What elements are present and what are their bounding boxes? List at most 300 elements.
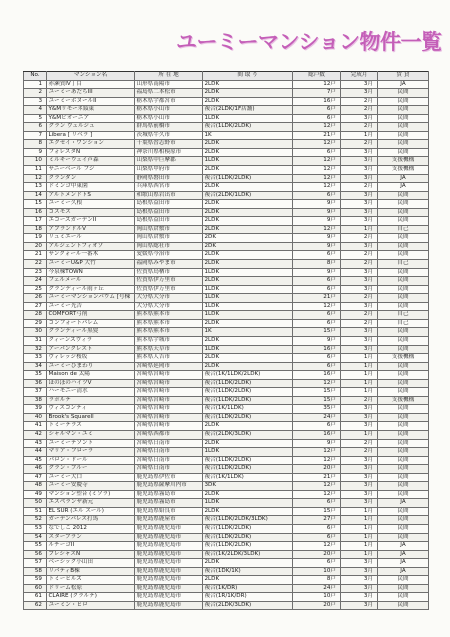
table-row [24, 482, 429, 491]
floor-plan: 複合(1LDK/2LDK) [203, 542, 293, 551]
table-row [24, 371, 429, 380]
floor-plan: 2LDK [203, 354, 293, 363]
table-row [24, 550, 429, 559]
unit-count: 6戸 [293, 106, 341, 115]
lender-type: 支援機構 [378, 396, 429, 405]
unit-count: 12戸 [293, 490, 341, 499]
completion-month: 2月 [341, 234, 378, 243]
property-name: ユーミー久根 [47, 200, 135, 209]
table-row [24, 542, 429, 551]
floor-plan: 複合(1LDK/2LDK) [203, 396, 293, 405]
row-no: 30 [24, 328, 47, 337]
table-row [24, 354, 429, 363]
location: 熊本県宇城市 [135, 336, 203, 345]
row-no: 11 [24, 166, 47, 175]
location: 佐賀県伊万里市 [135, 277, 203, 286]
table-row [24, 490, 429, 499]
floor-plan: 複合(2LDK/1LDK) [203, 191, 293, 200]
lender-type: 民間 [378, 601, 429, 610]
unit-count: 12戸 [293, 123, 341, 132]
location: 鹿児島県鹿児島市 [135, 584, 203, 593]
property-name: ハーモニー清水 [47, 388, 135, 397]
location: 鹿児島県薩摩川内市 [135, 482, 203, 491]
lender-type: 民間 [378, 422, 429, 431]
property-name: サンクォール一番木 [47, 251, 135, 260]
row-no: 57 [24, 559, 47, 568]
location: 栃木県小山市 [135, 106, 203, 115]
lender-type: 民間 [378, 97, 429, 106]
property-name: シャルマン・ユミ [47, 430, 135, 439]
table-row [24, 499, 429, 508]
unit-count: 9戸 [293, 208, 341, 217]
lender-type: 民間 [378, 285, 429, 294]
lender-type: 民間 [378, 114, 429, 123]
completion-month: 3月 [341, 482, 378, 491]
floor-plan: 1LDK [203, 157, 293, 166]
row-no: 53 [24, 524, 47, 533]
location: 宮崎県宮崎市 [135, 396, 203, 405]
unit-count: 6戸 [293, 362, 341, 371]
table-row [24, 516, 429, 525]
completion-month: 3月 [341, 166, 378, 175]
row-no: 60 [24, 584, 47, 593]
property-name: フェルメール [47, 277, 135, 286]
property-name: アプランドルV [47, 225, 135, 234]
floor-plan: 複合(1K/2LDK/3LDK) [203, 550, 293, 559]
lender-type: 民間 [378, 507, 429, 516]
location: 島根県益田市 [135, 217, 203, 226]
completion-month: 3月 [341, 285, 378, 294]
completion-month: 3月 [341, 148, 378, 157]
unit-count: 6戸 [293, 191, 341, 200]
table-row [24, 277, 429, 286]
property-name: ユーミン・ヒロ [47, 601, 135, 610]
lender-type: 民間 [378, 413, 429, 422]
floor-plan: 2DK [203, 234, 293, 243]
lender-type: JA [378, 567, 429, 576]
completion-month: 3月 [341, 191, 378, 200]
location: 熊本県熊本市 [135, 319, 203, 328]
completion-month: 2月 [341, 183, 378, 192]
completion-month: 2月 [341, 439, 378, 448]
unit-count: 15戸 [293, 328, 341, 337]
table-row [24, 183, 429, 192]
location: 岡山県倉敷市 [135, 234, 203, 243]
completion-month: 3月 [341, 268, 378, 277]
completion-month: 2月 [341, 260, 378, 269]
lender-type: 民間 [378, 439, 429, 448]
lender-type: 民間 [378, 336, 429, 345]
row-no: 40 [24, 413, 47, 422]
floor-plan: 複合(2LDK/3LDK) [203, 601, 293, 610]
floor-plan: 複合(1LDK/2LDK) [203, 524, 293, 533]
unit-count: 6戸 [293, 285, 341, 294]
lender-type: 民間 [378, 379, 429, 388]
property-name: ヴィスコンティ [47, 405, 135, 414]
completion-month: 2月 [341, 123, 378, 132]
row-no: 44 [24, 448, 47, 457]
row-no: 18 [24, 225, 47, 234]
unit-count: 20戸 [293, 465, 341, 474]
completion-month: 1月 [341, 354, 378, 363]
table-row [24, 601, 429, 610]
unit-count: 12戸 [293, 482, 341, 491]
table-row [24, 200, 429, 209]
lender-type: 民間 [378, 234, 429, 243]
table-row [24, 166, 429, 175]
lender-type: 民間 [378, 345, 429, 354]
lender-type: 民間 [378, 294, 429, 303]
lender-type: JA [378, 542, 429, 551]
col-header-units: 総戸数 [293, 72, 341, 81]
col-header-layout: 間 取 り [203, 72, 293, 81]
location: 大分県大分市 [135, 302, 203, 311]
completion-month: 3月 [341, 208, 378, 217]
row-no: 32 [24, 345, 47, 354]
row-no: 56 [24, 550, 47, 559]
completion-month: 3月 [341, 157, 378, 166]
lender-type: 民間 [378, 148, 429, 157]
unit-count: 8戸 [293, 576, 341, 585]
property-table [23, 71, 429, 610]
location: 山梨県中巨摩郡 [135, 157, 203, 166]
lender-type: JA [378, 499, 429, 508]
floor-plan: 2LDK [203, 225, 293, 234]
unit-count: 6戸 [293, 148, 341, 157]
table-row [24, 157, 429, 166]
property-name: ルチーゴII [47, 542, 135, 551]
row-no: 35 [24, 371, 47, 380]
floor-plan: 複合(1LDK/2LDK) [203, 465, 293, 474]
location: 群馬県前橋市 [135, 123, 203, 132]
floor-plan: 複合(1K/1LDK) [203, 473, 293, 482]
row-no: 29 [24, 319, 47, 328]
lender-type: 民間 [378, 490, 429, 499]
property-name: ヴィレッジ桜坂 [47, 354, 135, 363]
property-name: ラポルテ [47, 396, 135, 405]
property-name: CLAIRE (クラルテ) [47, 593, 135, 602]
completion-month: 1月 [341, 362, 378, 371]
unit-count: 16戸 [293, 345, 341, 354]
table-row [24, 319, 429, 328]
property-name: エクセイ・ワンション [47, 140, 135, 149]
table-row [24, 422, 429, 431]
completion-month: 2月 [341, 396, 378, 405]
unit-count: 35戸 [293, 405, 341, 414]
lender-type: 民間 [378, 371, 429, 380]
row-no: 1 [24, 80, 47, 89]
lender-type: 民間 [378, 388, 429, 397]
unit-count: 9戸 [293, 217, 341, 226]
row-no: 25 [24, 285, 47, 294]
unit-count: 12戸 [293, 448, 341, 457]
property-name: アルトメンドトS [47, 191, 135, 200]
property-name: ほのぼのハイツV [47, 379, 135, 388]
lender-type: 民間 [378, 217, 429, 226]
floor-plan: 1LDK [203, 345, 293, 354]
col-header-location: 所 在 地 [135, 72, 203, 81]
table-row [24, 123, 429, 132]
row-no: 17 [24, 217, 47, 226]
table-header [24, 72, 429, 81]
property-name: リュミエール [47, 234, 135, 243]
location: 岡山県総社市 [135, 242, 203, 251]
row-no: 4 [24, 106, 47, 115]
location: 大分県大分市 [135, 294, 203, 303]
lender-type: 民間 [378, 302, 429, 311]
unit-count: 6戸 [293, 422, 341, 431]
location: 静岡県磐田市 [135, 174, 203, 183]
completion-month: 1月 [341, 507, 378, 516]
unit-count: 12戸 [293, 174, 341, 183]
table-row [24, 106, 429, 115]
property-name: エスペランザ新元 [47, 499, 135, 508]
location: 宮崎県宮崎市 [135, 388, 203, 397]
completion-month: 2月 [341, 97, 378, 106]
property-name: サニーベール フジ [47, 166, 135, 175]
location: 鹿児島県鹿児島市 [135, 567, 203, 576]
completion-month: 1月 [341, 542, 378, 551]
property-name: ユーミーU&P 大竹 [47, 260, 135, 269]
unit-count: 12戸 [293, 225, 341, 234]
floor-plan: 2LDK [203, 200, 293, 209]
completion-month: 3月 [341, 302, 378, 311]
location: 神奈川県相模原市 [135, 148, 203, 157]
property-name: アーバンクレスト [47, 345, 135, 354]
completion-month: 1月 [341, 131, 378, 140]
row-no: 24 [24, 277, 47, 286]
unit-count: 8戸 [293, 260, 341, 269]
floor-plan: 1LDK [203, 285, 293, 294]
table-row [24, 336, 429, 345]
unit-count: 9戸 [293, 200, 341, 209]
property-name: バロン・ドール [47, 456, 135, 465]
location: 宮崎県宮崎市 [135, 422, 203, 431]
completion-month: 1月 [341, 430, 378, 439]
completion-month: 3月 [341, 174, 378, 183]
lender-type: 自己 [378, 311, 429, 320]
row-no: 38 [24, 396, 47, 405]
floor-plan: 2LDK [203, 97, 293, 106]
lender-type: 民間 [378, 456, 429, 465]
location: 熊本県天草市 [135, 345, 203, 354]
unit-count: 15戸 [293, 396, 341, 405]
completion-month: 3月 [341, 567, 378, 576]
location: 佐賀県鳥栖市 [135, 268, 203, 277]
floor-plan: 2LDK [203, 89, 293, 98]
location: 鹿児島県鹿児島市 [135, 550, 203, 559]
property-name: ガーデンパレス打馬 [47, 516, 135, 525]
row-no: 31 [24, 336, 47, 345]
table-row [24, 593, 429, 602]
unit-count: 6戸 [293, 251, 341, 260]
unit-count: 12戸 [293, 379, 341, 388]
property-name: スターブラン [47, 533, 135, 542]
floor-plan: 3DK [203, 482, 293, 491]
unit-count: 6戸 [293, 114, 341, 123]
location: 宮崎県宮崎市 [135, 379, 203, 388]
location: 宮崎県日南市 [135, 439, 203, 448]
location: 栃木県宇都宮市 [135, 97, 203, 106]
completion-month: 3月 [341, 336, 378, 345]
row-no: 16 [24, 208, 47, 217]
property-name: グランディール黒髪 [47, 328, 135, 337]
lender-type: 支援機構 [378, 157, 429, 166]
completion-month: 1月 [341, 371, 378, 380]
table-row [24, 285, 429, 294]
row-no: 28 [24, 311, 47, 320]
unit-count: 9戸 [293, 268, 341, 277]
lender-type: 民間 [378, 242, 429, 251]
lender-type: 民間 [378, 277, 429, 286]
property-name: ドミンゴ甲東園 [47, 183, 135, 192]
col-header-no: No. [24, 72, 47, 81]
lender-type: 民間 [378, 533, 429, 542]
property-name: COMFORT弓削 [47, 311, 135, 320]
unit-count: 12戸 [293, 456, 341, 465]
row-no: 52 [24, 516, 47, 525]
row-no: 9 [24, 148, 47, 157]
table-row [24, 362, 429, 371]
floor-plan: 2LDK [203, 422, 293, 431]
table-row [24, 148, 429, 157]
property-name: Libera [ リベラ ] [47, 131, 135, 140]
unit-count: 27戸 [293, 516, 341, 525]
table-row [24, 260, 429, 269]
row-no: 48 [24, 482, 47, 491]
lender-type: 民間 [378, 524, 429, 533]
lender-type: 民間 [378, 516, 429, 525]
row-no: 43 [24, 439, 47, 448]
floor-plan: 1LDK [203, 311, 293, 320]
location: 宮崎県宮崎市 [135, 405, 203, 414]
completion-month: 3月 [341, 456, 378, 465]
unit-count: 12戸 [293, 157, 341, 166]
row-no: 55 [24, 542, 47, 551]
table-row [24, 379, 429, 388]
row-no: 37 [24, 388, 47, 397]
table-row [24, 473, 429, 482]
floor-plan: 2LDK [203, 183, 293, 192]
row-no: 46 [24, 465, 47, 474]
floor-plan: 2LDK [203, 319, 293, 328]
floor-plan: 2LDK [203, 80, 293, 89]
property-name: ユーミー光吉 [47, 302, 135, 311]
floor-plan: 2LDK [203, 439, 293, 448]
unit-count: 6戸 [293, 533, 341, 542]
location: 福岡県みやま市 [135, 260, 203, 269]
row-no: 39 [24, 405, 47, 414]
table-row [24, 328, 429, 337]
completion-month: 1月 [341, 225, 378, 234]
lender-type: JA [378, 559, 429, 568]
property-name: 今泉棟TOWN [47, 268, 135, 277]
unit-count: 6戸 [293, 354, 341, 363]
property-name: ドリーム松原 [47, 584, 135, 593]
floor-plan: 2LDK [203, 148, 293, 157]
row-no: 54 [24, 533, 47, 542]
property-name: ユーミー安慶寺 [47, 482, 135, 491]
lender-type: 民間 [378, 405, 429, 414]
location: 鹿児島県鹿児島市 [135, 533, 203, 542]
property-name: プレシャスN [47, 550, 135, 559]
row-no: 6 [24, 123, 47, 132]
floor-plan: 2LDK [203, 362, 293, 371]
table-row [24, 396, 429, 405]
property-name: コンフォートパレム [47, 319, 135, 328]
floor-plan: 1K [203, 328, 293, 337]
property-name: エコーズガーデンII [47, 217, 135, 226]
unit-count: 12戸 [293, 80, 341, 89]
floor-plan: 複合(1LDK/2LDK) [203, 388, 293, 397]
table-body [24, 80, 429, 610]
row-no: 47 [24, 473, 47, 482]
unit-count: 24戸 [293, 413, 341, 422]
lender-type: JA [378, 550, 429, 559]
table-row [24, 533, 429, 542]
table-row [24, 524, 429, 533]
location: 鹿児島県鹿屋市 [135, 516, 203, 525]
table-row [24, 191, 429, 200]
floor-plan: 2LDK [203, 166, 293, 175]
lender-type: 民間 [378, 131, 429, 140]
location: 鹿児島県鹿児島市 [135, 593, 203, 602]
row-no: 8 [24, 140, 47, 149]
unit-count: 6戸 [293, 319, 341, 328]
row-no: 22 [24, 260, 47, 269]
unit-count: 21戸 [293, 473, 341, 482]
lender-type: 民間 [378, 268, 429, 277]
unit-count: 16戸 [293, 97, 341, 106]
col-header-lender: 賃 貸 [378, 72, 429, 81]
floor-plan: 2LDK [203, 140, 293, 149]
col-header-name: マンション名 [47, 72, 135, 81]
completion-month: 3月 [341, 422, 378, 431]
floor-plan: 2LDK [203, 260, 293, 269]
row-no: 45 [24, 456, 47, 465]
completion-month: 3月 [341, 584, 378, 593]
row-no: 34 [24, 362, 47, 371]
property-name: Y&Mビオーニア [47, 114, 135, 123]
unit-count: 12戸 [293, 302, 341, 311]
floor-plan: 複合(1DK/1K) [203, 567, 293, 576]
property-name: Brook's Squarell [47, 413, 135, 422]
location: 栃木県小山市 [135, 114, 203, 123]
table-row [24, 174, 429, 183]
location: 茨城県牛久市 [135, 131, 203, 140]
completion-month: 3月 [341, 277, 378, 286]
floor-plan: 2LDK [203, 251, 293, 260]
floor-plan: 2LDK [203, 336, 293, 345]
lender-type: 民間 [378, 251, 429, 260]
row-no: 19 [24, 234, 47, 243]
property-name: ベーシック小山田 [47, 559, 135, 568]
unit-count: 6戸 [293, 311, 341, 320]
floor-plan: 複合(1K/1LDK) [203, 405, 293, 414]
table-row [24, 584, 429, 593]
property-name: マリア・フローラ [47, 448, 135, 457]
property-name: リバティB棟 [47, 567, 135, 576]
lender-type: 自己 [378, 260, 429, 269]
table-row [24, 465, 429, 474]
floor-plan: 複合(1LDK/2LDK) [203, 533, 293, 542]
table-row [24, 456, 429, 465]
table-row [24, 448, 429, 457]
lender-type: 自己 [378, 319, 429, 328]
completion-month: 2月 [341, 319, 378, 328]
unit-count: 6戸 [293, 559, 341, 568]
completion-month: 2月 [341, 294, 378, 303]
